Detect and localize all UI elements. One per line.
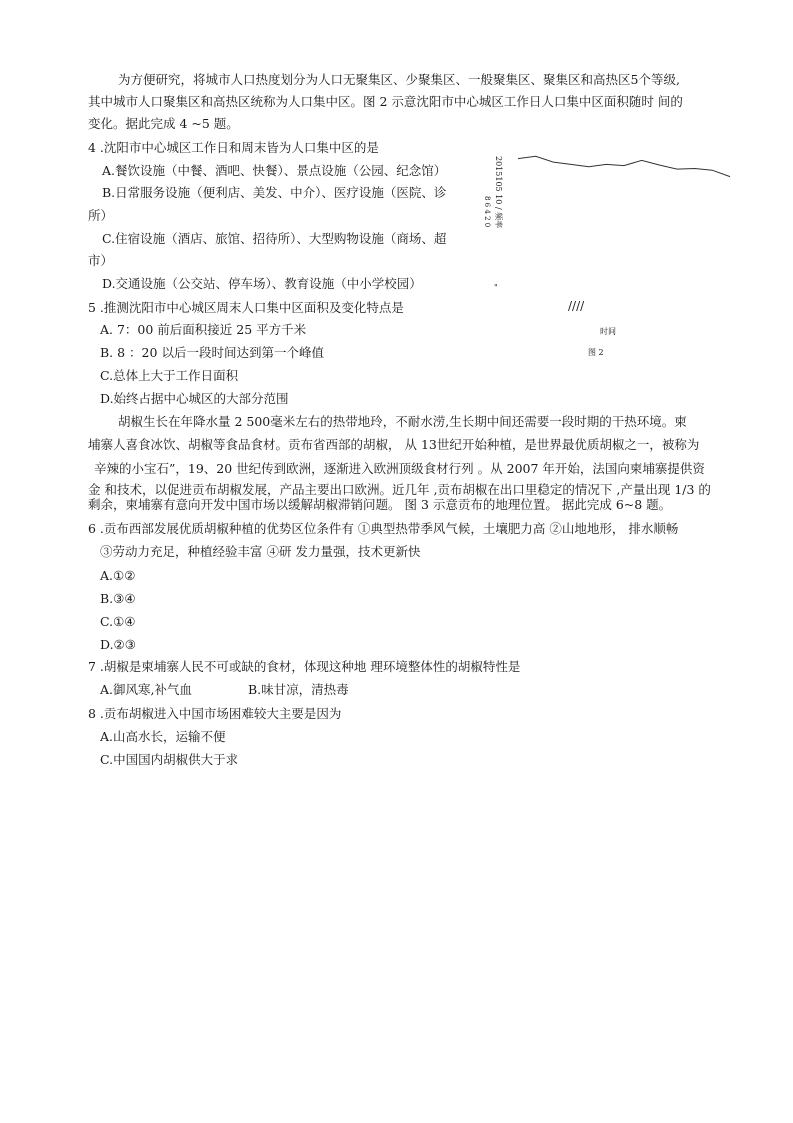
q5-option-b: B. 8 ：20 以后一段时间达到第一个峰值 <box>100 345 324 360</box>
figure2-slashes: //// <box>568 299 585 313</box>
q4-stem: 4 .沈阳市中心城区工作日和周末皆为人口集中区的是 <box>88 140 379 155</box>
q4-option-c-line2: 市） <box>88 253 114 268</box>
q6-stem-line1: 6 .贡布西部发展优质胡椒种植的优势区位条件有 ①典型热带季风气候，土壤肥力高 ②山地地形， 排水顺畅 <box>88 521 679 536</box>
q6-stem-line2: ③劳动力充足，种植经验丰富 ④研 发力量强，技术更新快 <box>100 544 421 559</box>
q8-stem: 8 .贡布胡椒进入中国市场困难较大主要是因为 <box>88 706 342 721</box>
intro2-line1: 胡椒生长在年降水量 2 500毫米左右的热带地玲，不耐水涝,生长期中间还需要一段时期的干热环境。柬 <box>118 414 687 429</box>
q6-option-b: B.③④ <box>100 591 136 606</box>
q4-option-d: D.交通设施（公交站、停车场）、教育设施（中小学校园） <box>102 276 422 291</box>
figure2-x-axis-label: 时间 <box>600 327 616 336</box>
q8-option-c: C.中国国内胡椒供大于求 <box>100 752 239 767</box>
intro2-line3: 辛辣的小宝石”，19、20 世纪传到欧洲，逐渐进入欧洲顶级食材行列 。从 2007 年开始，法国向柬埔寨提供资 <box>94 461 705 476</box>
q5-option-d: D.始终占据中心城区的大部分范围 <box>100 391 289 406</box>
q4-option-b-line1: B.日常服务设施（便利店、美发、中介）、医疗设施（医院、诊 <box>102 185 447 200</box>
series-line-0 <box>518 156 730 176</box>
q4-option-a: A.餐饮设施（中餐、酒吧、快餐）、景点设施（公园、纪念馆） <box>102 163 447 178</box>
q4-option-b-line2: 所） <box>88 208 114 223</box>
figure2-line-chart <box>516 150 732 216</box>
figure2-ylabel-main: 2015105 10 / 频率 <box>494 156 503 229</box>
intro1-line3: 变化。据此完成 4 ~5 题。 <box>88 116 239 131</box>
q6-option-a: A.①② <box>100 568 136 583</box>
intro2-line4: 金 和技术，以促进贡布胡椒发展，产品主要出口欧洲。近几年 ,贡布胡椒在出口里稳定的情况下 ,产量出现 1/3 的 <box>88 482 711 497</box>
q7-stem: 7 .胡椒是柬埔寨人民不可或缺的食材，体现这种地 理环境整体性的胡椒特性是 <box>88 659 521 674</box>
intro2-line5: 剩余，柬埔寨有意向开发中国市场以缓解胡椒滞销问题。 图 3 示意贡布的地理位置。 据此完成 6~8 题。 <box>88 497 672 512</box>
q7-option-a: A.御风寒,补气血 <box>100 682 192 697</box>
q5-option-a: A. 7：00 前后面积接近 25 平方千米 <box>100 322 307 337</box>
intro2-line2: 埔寨人喜食冰饮、胡椒等食品食材。贡布省西部的胡椒， 从 13世纪开始种植，是世界最优质胡椒之一，被称为 <box>88 437 700 452</box>
figure2-caption: 图 2 <box>588 348 604 357</box>
q4-option-c-line1: C.住宿设施（酒店、旅馆、招待所）、大型购物设施（商场、超 <box>102 231 447 246</box>
figure2-ylabel-small: 8 6 4 2 0 <box>483 196 491 228</box>
q5-option-c: C.总体上大于工作日面积 <box>100 368 239 383</box>
q8-option-a: A.山高水长，运输不便 <box>100 729 226 744</box>
intro1-line1: 为方便研究，将城市人口热度划分为人口无聚集区、少聚集区、一般聚集区、聚集区和高热区5个等级, <box>118 72 680 87</box>
q5-stem: 5 .推测沈阳市中心城区周末人口集中区面积及变化特点是 <box>88 300 404 315</box>
q6-option-d: D.②③ <box>100 637 136 652</box>
intro1-line2: 其中城市人口聚集区和高热区统称为人口集中区。图 2 示意沈阳市中心城区工作日人口集中区面积随时 间的 <box>88 94 683 109</box>
q6-option-c: C.①④ <box>100 614 136 629</box>
figure2-quote-mark: " <box>494 283 498 292</box>
q7-option-b: B.味甘凉，清热毒 <box>248 682 349 697</box>
